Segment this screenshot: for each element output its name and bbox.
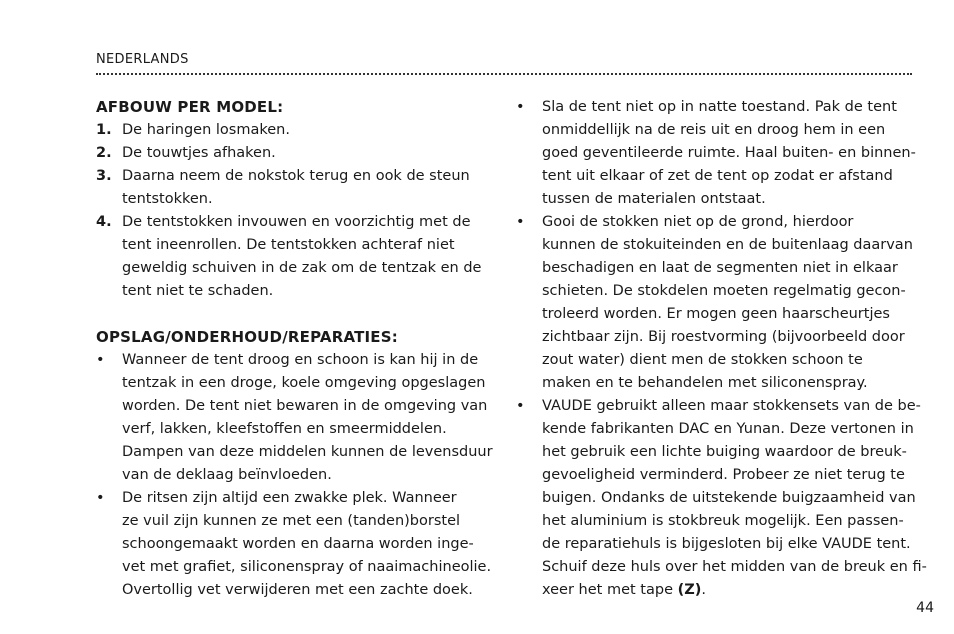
item-text-line: De haringen losmaken. [122,122,290,138]
bullet-marker: • [96,490,105,506]
item-text-line: tent ineenrollen. De tentstokken achteraf niet [122,237,455,253]
item-text-line: Overtollig vet verwijderen met een zachte doek. [122,582,473,598]
left-column [96,96,491,602]
figure-reference: (Z) [677,582,702,598]
page-number: 44 [916,600,934,616]
item-text-line: De ritsen zijn altijd een zwakke plek. Wanneer [122,490,457,506]
item-text-line: schieten. De stokdelen moeten regelmatig gecon- [542,283,906,299]
item-text-line: beschadigen en laat de segmenten niet in elkaar [542,260,898,276]
step-number: 2. [96,145,112,161]
list-item [96,119,491,142]
item-text-line: Gooi de stokken niet op de grond, hierdoor [542,214,854,230]
item-text-line: geweldig schuiven in de zak om de tentzak en de [122,260,482,276]
dismantle-steps-list [96,119,491,303]
item-text-line: Schuif deze huls over het midden van de breuk en fi- [542,559,927,575]
bullet-marker: • [516,99,525,115]
item-text-line: van de deklaag beïnvloeden. [122,467,332,483]
item-text-line: schoongemaakt worden en daarna worden inge- [122,536,474,552]
item-text-line: gevoeligheid verminderd. Probeer ze niet terug te [542,467,905,483]
bullet-marker: • [516,398,525,414]
closing-punctuation: . [701,582,706,598]
item-text-line: maken en te behandelen met siliconenspray. [542,375,868,391]
item-text-line: tent uit elkaar of zet de tent op zodat er afstand [542,168,893,184]
list-item [96,142,491,165]
closing-line [542,579,916,602]
item-text-line: De touwtjes afhaken. [122,145,276,161]
item-text-line: troleerd worden. Er mogen geen haarscheurtjes [542,306,890,322]
list-item [96,211,491,303]
list-item [96,349,491,487]
list-item [96,165,491,211]
item-text-line: ze vuil zijn kunnen ze met een (tanden)borstel [122,513,461,529]
item-text-line: Sla de tent niet op in natte toestand. Pak de tent [542,99,897,115]
item-text-line: buigen. Ondanks de uitstekende buigzaamheid van [542,490,916,506]
item-text-line: Dampen van deze middelen kunnen de levensduur [122,444,493,460]
closing-text: xeer het met tape [542,582,678,598]
section-gap [96,303,491,326]
step-number: 4. [96,214,112,230]
item-text-line: goed geventileerde ruimte. Haal buiten- en binnen- [542,145,916,161]
dotted-divider [96,73,912,75]
section-heading-storage: OPSLAG/ONDERHOUD/REPARATIES: [96,328,398,346]
item-text-line: het aluminium is stokbreuk mogelijk. Een passen- [542,513,904,529]
item-text-line: onmiddellijk na de reis uit en droog hem in een [542,122,886,138]
item-text-line: tussen de materialen ontstaat. [542,191,766,207]
list-item [516,96,916,211]
list-item-continuation [516,579,916,602]
list-item [96,487,491,602]
item-text-line: tentzak in een droge, koele omgeving opgeslagen [122,375,486,391]
item-text-line: zichtbaar zijn. Bij roestvorming (bijvoorbeeld door [542,329,905,345]
storage-care-list [96,349,491,602]
item-text-line: vet met grafiet, siliconenspray of naaimachineolie. [122,559,492,575]
page-header-language: NEDERLANDS [96,52,189,67]
section-heading-dismantle: AFBOUW PER MODEL: [96,98,284,116]
item-text-line: kende fabrikanten DAC en Yunan. Deze vertonen in [542,421,914,437]
bullet-marker: • [96,352,105,368]
right-column [516,96,927,602]
item-text-line: het gebruik een lichte buiging waardoor de breuk- [542,444,907,460]
bullet-marker: • [516,214,525,230]
item-text-line: zout water) dient men de stokken schoon te [542,352,863,368]
step-number: 1. [96,122,112,138]
item-text-line: tent niet te schaden. [122,283,274,299]
list-item [516,395,927,579]
list-item [516,211,916,395]
item-text-line: De tentstokken invouwen en voorzichtig met de [122,214,471,230]
item-text-line: Wanneer de tent droog en schoon is kan hij in de [122,352,479,368]
item-text-line: tentstokken. [122,191,213,207]
care-tips-list [516,96,927,579]
item-text-line: Daarna neem de nokstok terug en ook de steun [122,168,470,184]
item-text-line: VAUDE gebruikt alleen maar stokkensets van de be- [542,398,921,414]
item-text-line: kunnen de stokuiteinden en de buitenlaag daarvan [542,237,913,253]
item-text-line: de reparatiehuls is bijgesloten bij elke VAUDE tent. [542,536,911,552]
item-text-line: verf, lakken, kleefstoffen en smeermiddelen. [122,421,447,437]
item-text-line: worden. De tent niet bewaren in de omgeving van [122,398,488,414]
step-number: 3. [96,168,112,184]
